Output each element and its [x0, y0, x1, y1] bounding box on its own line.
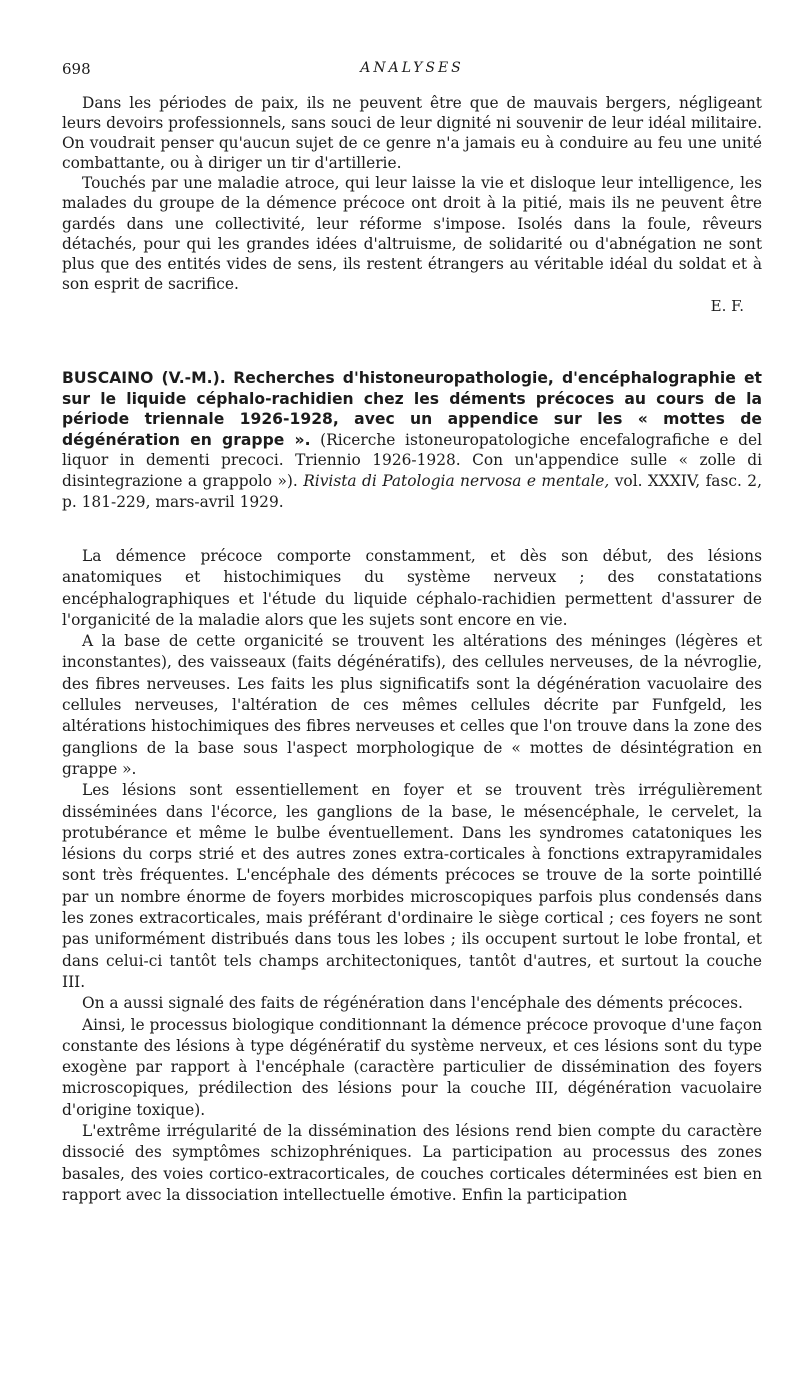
paragraph: Touchés par une maladie atroce, qui leur laisse la vie et disloque leur intelligence, les malades du groupe de la démence précoce ont droit à la pitié, mais ils ne peuvent être gardés dans une collectivité, leur réforme s'impose. Isolés dans la foule, rêveurs détachés, pour qui les grandes idées d'altruisme, de solidarité ou d'abnégation ne sont plus que des entités vides de sens, ils restent étrangers au véritable idéal du soldat et à son esprit de sacrifice.	[62, 174, 762, 293]
paragraph: La démence précoce comporte constamment, et dès son début, des lésions anatomiques et histochimiques du système nerveux ; des constatations encéphalographiques et l'étude du liquide céphalo-rachidien permettent d'assurer de l'organicité de la maladie alors que les sujets sont encore en vie.	[62, 547, 762, 629]
entry-title: Recherches d'histoneuropathologie, d'encéphalographie et sur le liquide céphalo-rachidien chez les déments précoces au cours de la période triennale 1926-1928, avec un appendice sur les « mottes de dégénération en grappe ».	[62, 369, 762, 449]
paragraph: L'extrême irrégularité de la dissémination des lésions rend bien compte du caractère dissocié des symptômes schizophréniques. La participation au processus des zones basales, des voies cortico-extracorticales, de couches corticales déterminées est bien en rapport avec la dissociation intellectuelle émotive. Enfin la participation	[62, 1122, 762, 1204]
page-number: 698	[62, 60, 91, 78]
review-entry-header	[62, 368, 762, 512]
entry-original-title: (Ricerche istoneuropatologiche encefalografiche e del liquor in dementi precoci. Triennio 1926-1928. Con un'appendice sulle « zolle di disintegrazione a grappolo »).	[62, 430, 762, 490]
entry-author: BUSCAINO (V.-M.).	[62, 369, 226, 387]
paragraph: Ainsi, le processus biologique conditionnant la démence précoce provoque d'une façon constante des lésions à type dégénératif du système nerveux, et ces lésions sont du type exogène par rapport à l'encéphale (caractère particulier de dissémination des foyers microscopiques, prédilection des lésions pour la couche III, dégénération vacuolaire d'origine toxique).	[62, 1015, 762, 1119]
paragraph: Dans les périodes de paix, ils ne peuvent être que de mauvais bergers, négligeant leurs devoirs professionnels, sans souci de leur dignité ni souvenir de leur idéal militaire. On voudrait penser qu'aucun sujet de ce genre n'a jamais eu à conduire au feu une unité combattante, ou à diriger un tir d'artillerie.	[62, 94, 762, 173]
paragraph: On a aussi signalé des faits de régénération dans l'encéphale des déments précoces.	[82, 994, 743, 1013]
entry-reference: vol. XXXIV, fasc. 2, p. 181-229, mars-avril 1929.	[62, 471, 762, 511]
previous-entry	[62, 93, 762, 316]
reviewer-signature: E. F.	[710, 296, 744, 315]
review-body	[62, 546, 762, 1206]
page-header	[62, 60, 762, 84]
entry-citation	[62, 368, 762, 512]
running-title: ANALYSES	[360, 60, 464, 76]
entry-journal: Rivista di Patologia nervosa e mentale,	[303, 471, 610, 490]
paragraph: A la base de cette organicité se trouvent les altérations des méninges (légères et inconstantes), des vaisseaux (faits dégénératifs), des cellules nerveuses, de la névroglie, des fibres nerveuses. Les faits les plus significatifs sont la dégénération vacuolaire des cellules nerveuses, l'altération de ces mêmes cellules décrite par Funfgeld, les altérations histochimiques des fibres nerveuses et celles que l'on trouve dans la zone des ganglions de la base sous l'aspect morphologique de « mottes de désintégration en grappe ».	[62, 632, 762, 778]
paragraph: Les lésions sont essentiellement en foyer et se trouvent très irrégulièrement disséminées dans l'écorce, les ganglions de la base, le mésencéphale, le cervelet, la protubérance et même le bulbe éventuellement. Dans les syndromes catatoniques les lésions du corps strié et des autres zones extra-corticales à fonctions extrapyramidales sont très fréquentes. L'encéphale des déments précoces se trouve de la sorte pointillé par un nombre énorme de foyers morbides microscopiques parfois plus condensés dans les zones extracorticales, mais préférant d'ordinaire le siège cortical ; ces foyers ne sont pas uniformément distribués dans tous les lobes ; ils occupent surtout le lobe frontal, et dans celui-ci tantôt tels champs architectoniques, tantôt d'autres, et surtout la couche III.	[62, 781, 762, 991]
